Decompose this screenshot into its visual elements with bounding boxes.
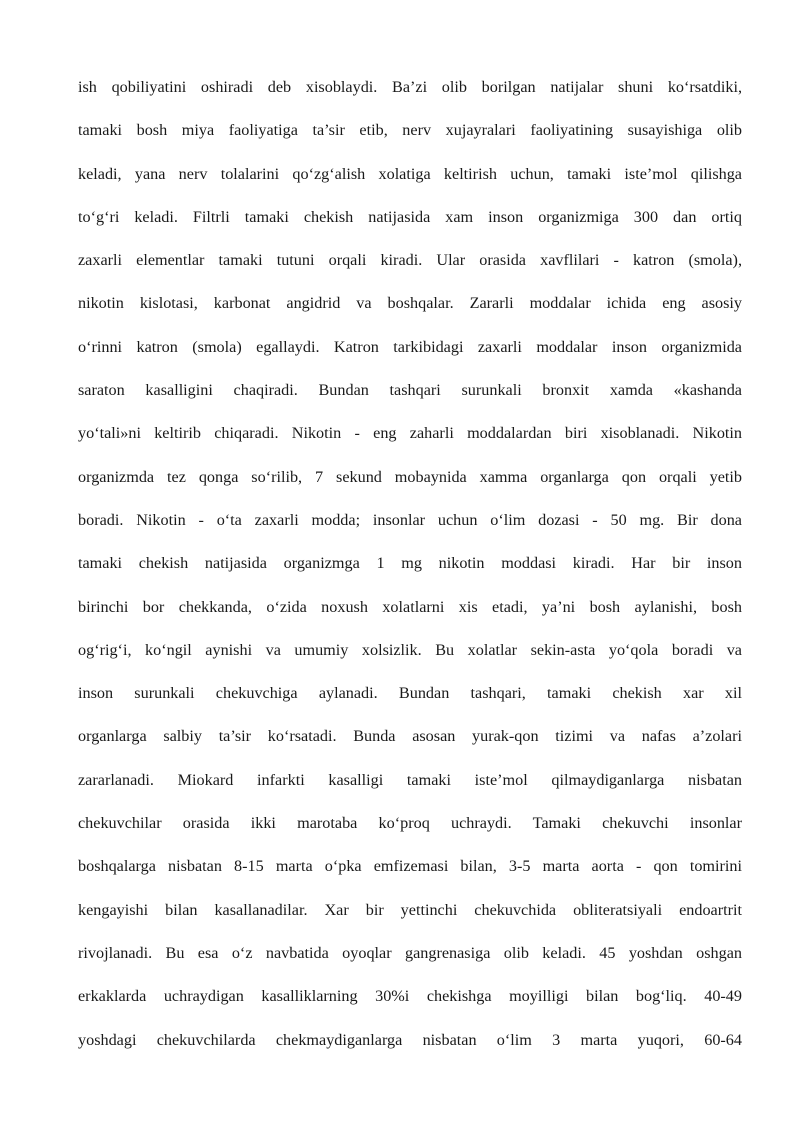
text-line: chekuvchilar orasida ikki marotaba ko‘proq uchraydi. Tamaki chekuvchi insonlar [78,814,742,833]
text-line: tamaki bosh miya faoliyatiga ta’sir etib, nerv xujayralari faoliyatining susayishiga olib [78,121,742,140]
text-line: organizmda tez qonga so‘rilib, 7 sekund mobaynida xamma organlarga qon orqali yetib [78,467,742,486]
text-line: keladi, yana nerv tolalarini qo‘zg‘alish xolatiga keltirish uchun, tamaki iste’mol qilishga [78,164,742,183]
text-line: saraton kasalligini chaqiradi. Bundan tashqari surunkali bronxit xamda «kashanda [78,381,742,400]
text-line: zaxarli elementlar tamaki tutuni orqali kiradi. Ular orasida xavflilari - katron (smola), [78,251,742,270]
text-line: birinchi bor chekkanda, o‘zida noxush xolatlarni xis etadi, ya’ni bosh aylanishi, bosh [78,597,742,616]
text-line: yo‘tali»ni keltirib chiqaradi. Nikotin - eng zaharli moddalardan biri xisoblanadi. Nikotin [78,424,742,443]
body-text [78,69,742,1065]
text-line: inson surunkali chekuvchiga aylanadi. Bundan tashqari, tamaki chekish xar xil [78,684,742,703]
text-line: kengayishi bilan kasallanadilar. Xar bir yettinchi chekuvchida obliteratsiyali endoartrit [78,900,742,919]
text-line: zararlanadi. Miokard infarkti kasalligi tamaki iste’mol qilmaydiganlarga nisbatan [78,770,742,789]
text-line: to‘g‘ri keladi. Filtrli tamaki chekish natijasida xam inson organizmiga 300 dan ortiq [78,207,742,226]
text-line: o‘rinni katron (smola) egallaydi. Katron tarkibidagi zaxarli moddalar inson organizmida [78,337,742,356]
text-line: yoshdagi chekuvchilarda chekmaydiganlarga nisbatan o‘lim 3 marta yuqori, 60-64 [78,1030,742,1049]
text-line: organlarga salbiy ta’sir ko‘rsatadi. Bunda asosan yurak-qon tizimi va nafas a’zolari [78,727,742,746]
text-line: boshqalarga nisbatan 8-15 marta o‘pka emfizemasi bilan, 3-5 marta aorta - qon tomirini [78,857,742,876]
text-line: tamaki chekish natijasida organizmga 1 mg nikotin moddasi kiradi. Har bir inson [78,554,742,573]
text-line: nikotin kislotasi, karbonat angidrid va boshqalar. Zararli moddalar ichida eng asosiy [78,294,742,313]
text-line: erkaklarda uchraydigan kasalliklarning 30%i chekishga moyilligi bilan bog‘liq. 40-49 [78,987,742,1006]
text-line: ish qobiliyatini oshiradi deb xisoblaydi. Ba’zi olib borilgan natijalar shuni ko‘rsatdiki, [78,78,742,96]
text-line: boradi. Nikotin - o‘ta zaxarli modda; insonlar uchun o‘lim dozasi - 50 mg. Bir dona [78,510,742,529]
text-line: rivojlanadi. Bu esa o‘z navbatida oyoqlar gangrenasiga olib keladi. 45 yoshdan oshgan [78,943,742,962]
text-line: og‘rig‘i, ko‘ngil aynishi va umumiy xolsizlik. Bu xolatlar sekin-asta yo‘qola boradi va [78,640,742,659]
